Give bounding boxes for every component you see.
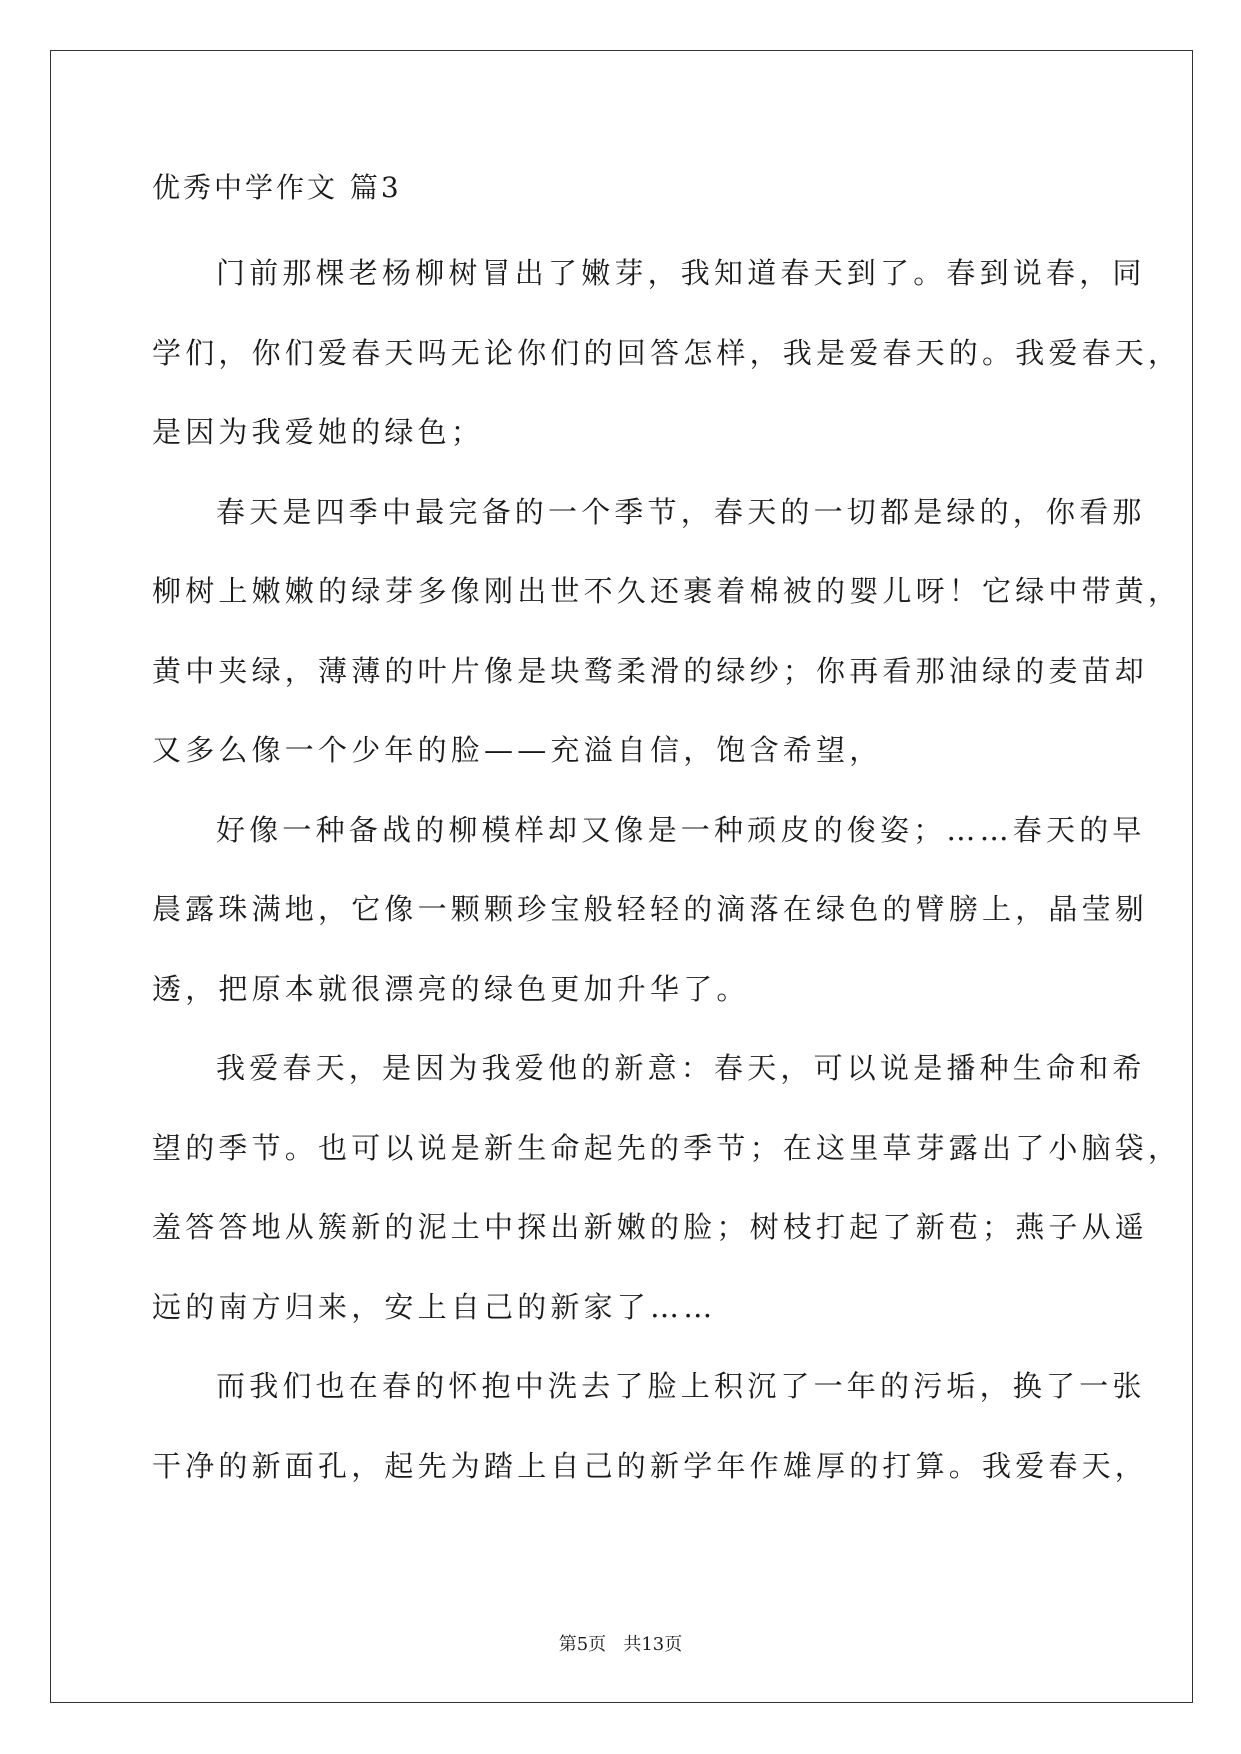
text-line: 晨露珠满地，它像一颗颗珍宝般轻轻的滴落在绿色的臂膀上，晶莹剔 xyxy=(152,892,1149,926)
text-line: 干净的新面孔，起先为踏上自己的新学年作雄厚的打算。我爱春天， xyxy=(152,1448,1149,1483)
text-line: 好像一种备战的柳模样却又像是一种顽皮的俊姿；……春天的早 xyxy=(216,812,1146,847)
page-number: 第5页 共13页 xyxy=(558,1634,683,1655)
text-line: 黄中夹绿，薄薄的叶片像是块鹜柔滑的绿纱；你再看那油绿的麦苗却 xyxy=(152,653,1149,688)
text-line: 羞答答地从簇新的泥土中探出新嫩的脸；树枝打起了新苞；燕子从遥 xyxy=(152,1210,1149,1244)
text-line: 望的季节。也可以说是新生命起先的季节；在这里草芽露出了小脑袋， xyxy=(152,1130,1182,1165)
text-line: 远的南方归来，安上自己的新家了…… xyxy=(152,1289,717,1324)
document-body xyxy=(152,253,1182,1525)
text-line: 我爱春天，是因为我爱他的新意：春天，可以说是播种生命和希 xyxy=(216,1051,1146,1085)
text-line: 春天是四季中最完备的一个季节，春天的一切都是绿的，你看那 xyxy=(216,494,1146,529)
text-line: 又多么像一个少年的脸——充溢自信，饱含希望， xyxy=(152,733,883,767)
document-title: 优秀中学作文 篇3 xyxy=(152,171,402,204)
text-line: 柳树上嫩嫩的绿芽多像刚出世不久还裹着棉被的婴儿呀！它绿中带黄， xyxy=(152,574,1182,608)
text-line: 透，把原本就很漂亮的绿色更加升华了。 xyxy=(152,971,750,1006)
text-line: 是因为我爱她的绿色； xyxy=(152,415,485,449)
text-line: 门前那棵老杨柳树冒出了嫩芽，我知道春天到了。春到说春，同 xyxy=(216,256,1146,290)
text-line: 而我们也在春的怀抱中洗去了脸上积沉了一年的污垢，换了一张 xyxy=(216,1369,1146,1403)
text-line: 学们，你们爱春天吗无论你们的回答怎样，我是爱春天的。我爱春天， xyxy=(152,335,1182,370)
